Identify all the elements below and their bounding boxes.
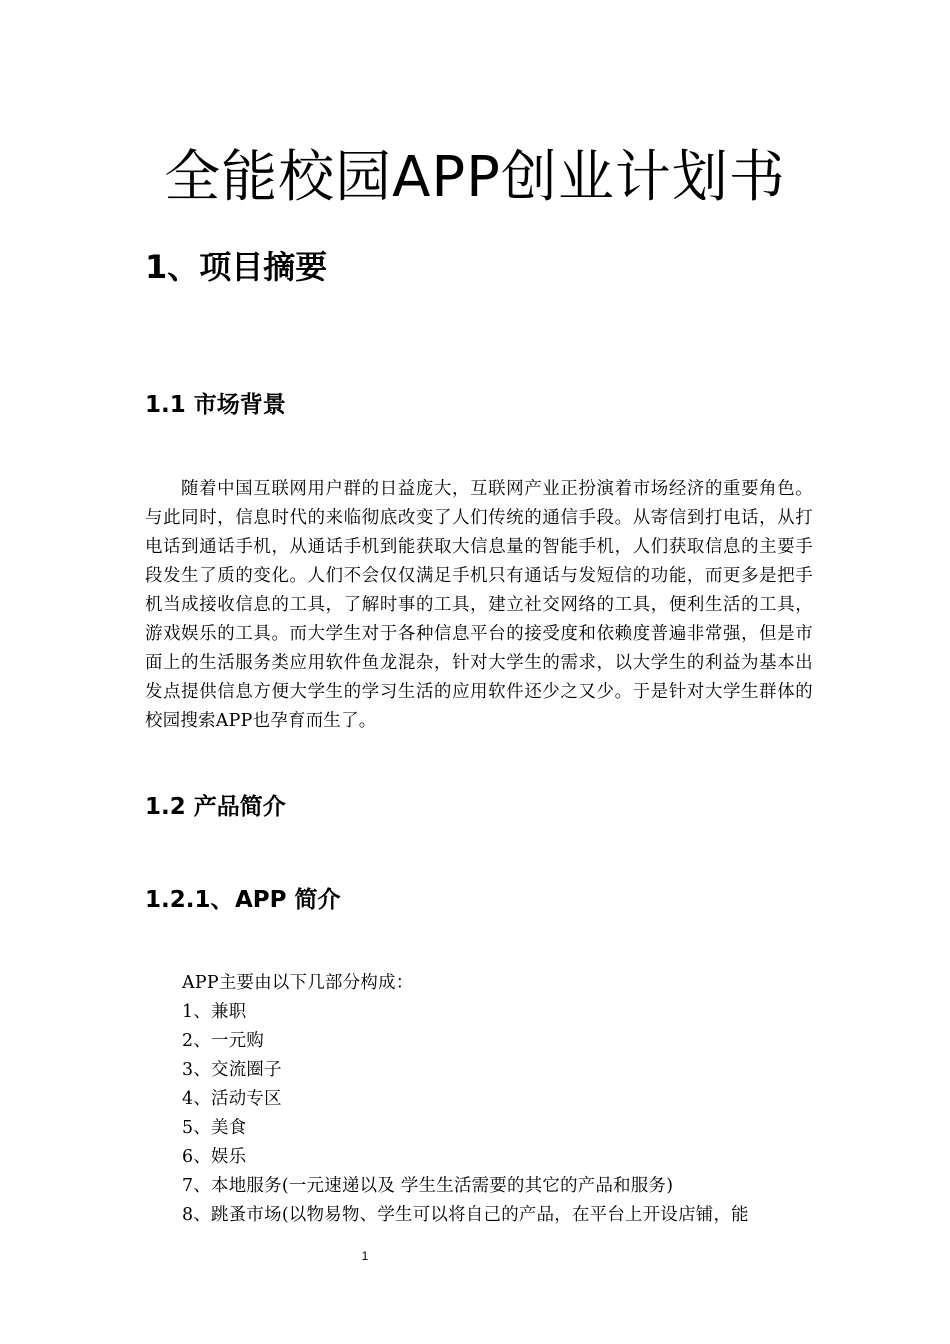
list-item: 2、一元购 [182,1031,265,1051]
list-item: 5、美食 [182,1118,247,1138]
list-item: 6、娱乐 [182,1147,247,1167]
app-components-intro: APP主要由以下几部分构成： [182,973,414,993]
list-item: 8、跳蚤市场(以物易物、学生可以将自己的产品，在平台上开设店铺，能 [182,1205,749,1225]
list-item: 7、本地服务(一元速递以及 学生生活需要的其它的产品和服务) [182,1176,674,1196]
subsection-heading-product-intro: 1.2 产品简介 [145,794,286,820]
list-item: 1、兼职 [182,1002,247,1022]
app-components-list [182,969,822,1230]
market-background-paragraph: 随着中国互联网用户群的日益庞大，互联网产业正扮演着市场经济的重要角色。与此同时，信息时代的来临彻底改变了人们传统的通信手段。从寄信到打电话，从打电话到通话手机，从通话手机到能获取大信息量的智能手机，人们获取信息的主要手段发生了质的变化。人们不会仅仅满足手机只有通话与发短信的功能，而更多是把手机当成接收信息的工具，了解时事的工具，建立社交网络的工具，便利生活的工具，游戏娱乐的工具。而大学生对于各种信息平台的接受度和依赖度普遍非常强，但是市面上的生活服务类应用软件鱼龙混杂，针对大学生的需求，以大学生的利益为基本出发点提供信息方便大学生的学习生活的应用软件还少之又少。于是针对大学生群体的校园搜索APP也孕育而生了。 [145,479,813,731]
subsection-heading-app-intro [145,884,341,916]
section-heading-project-summary: 1、项目摘要 [145,248,328,286]
document-title: 全能校园APP创业计划书 [164,145,786,210]
subsection-heading-market-background: 1.1 市场背景 [145,392,286,418]
list-item: 4、活动专区 [182,1089,282,1109]
app-intro-heading-text: APP 简介 [235,887,341,913]
page-number: 1 [361,1249,369,1263]
list-item: 3、交流圈子 [182,1060,282,1080]
app-intro-heading-number: 1.2.1、 [145,887,234,913]
